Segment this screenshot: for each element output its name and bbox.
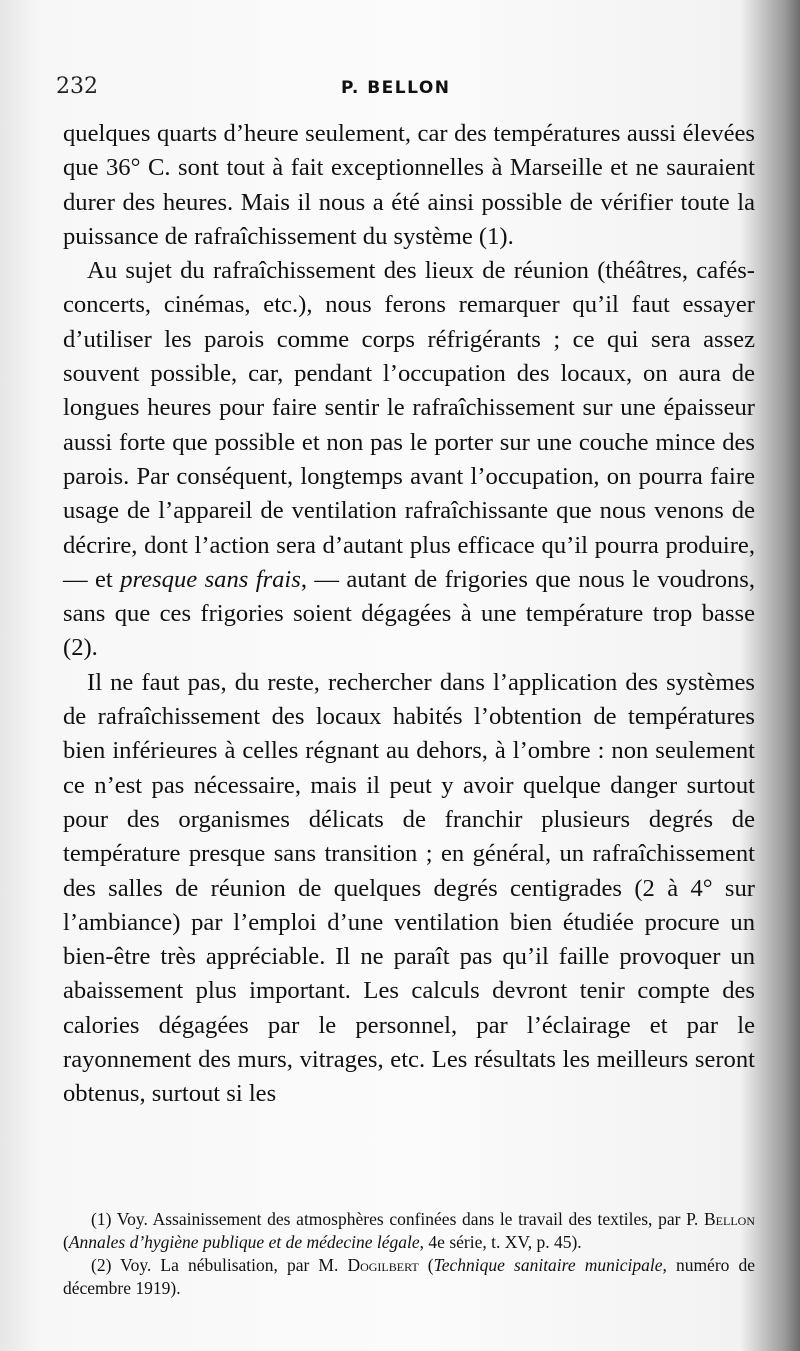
- paragraph-2-emphasis: presque sans frais: [120, 565, 301, 593]
- paragraph-1: quelques quarts d’heure seulement, car des températures aussi élevées que 36° C. sont tout à fait exceptionnelles à Marseille et ne sauraient durer des heures. Mais il nous a été ainsi possible de vérifier toute la puissance de rafraîchissement du système (1).: [63, 120, 755, 250]
- footnote-1-author: Bellon: [704, 1209, 755, 1229]
- footnotes: [63, 1208, 755, 1300]
- page-number: 232: [56, 74, 98, 99]
- footnote-2-text-b: (: [418, 1255, 434, 1275]
- paragraph-2-text-b: , — autant de frigories que nous le voudrons, sans que ces frigories soient dégagées à une température trop basse (2).: [63, 565, 756, 662]
- footnote-2: [63, 1254, 755, 1300]
- paragraph-2-text-a: Au sujet du rafraîchissement des lieux de réunion (théâtres, cafés-concerts, cinémas, etc.), nous ferons remarquer qu’il faut essayer d’utiliser les parois comme corps réfrigérants ; ce qui sera assez souvent possible, car, pendant l’occupation des locaux, on aura de longues heures pour faire sentir le rafraîchissement sur une épaisseur aussi forte que possible et non pas le porter sur une couche mince des parois. Par conséquent, longtemps avant l’occupation, on pourra faire usage de l’appareil de ventilation rafraîchissante que nous venons de décrire, dont l’action sera d’autant plus efficace qu’il pourra produire, — et: [63, 257, 755, 593]
- footnote-2-text-c: , numéro de décembre 1919).: [63, 1255, 756, 1298]
- running-head: P. BELLON: [341, 78, 451, 98]
- footnote-1-journal: Annales d’hygiène publique et de médecine légale: [68, 1232, 420, 1252]
- paragraph-3: Il ne faut pas, du reste, rechercher dans l’application des systèmes de rafraîchissement des locaux habités l’obtention de températures bien inférieures à celles régnant au dehors, à l’ombre : non seulement ce n’est pas nécessaire, mais il peut y avoir quelque danger surtout pour des organismes délicats de franchir plusieurs degrés de température presque sans transition ; en général, un rafraîchissement des salles de réunion de quelques degrés centigrades (2 à 4° sur l’ambiance) par l’emploi d’une ventilation bien étudiée procure un bien-être très appréciable. Il ne paraît pas qu’il faille provoquer un abaissement plus important. Les calculs devront tenir compte des calories dégagées par le personnel, par l’éclairage et par le rayonnement des murs, vitrages, etc. Les résultats les meilleurs seront obtenus, surtout si les: [63, 668, 755, 1108]
- footnote-2-text-a: (2) Voy. La nébulisation, par M.: [91, 1255, 348, 1275]
- footnote-2-journal: Technique sanitaire municipale: [433, 1255, 663, 1275]
- footnote-1-text-a: (1) Voy. Assainissement des atmosphères confinées dans le travail des textiles, par P.: [91, 1209, 704, 1229]
- page-header: [56, 72, 746, 102]
- footnote-1-text-b: (: [63, 1232, 69, 1252]
- footnote-1-text-c: , 4e série, t. XV, p. 45).: [419, 1232, 582, 1252]
- body-text: [63, 117, 755, 1112]
- footnote-2-author: Dogilbert: [347, 1255, 419, 1275]
- footnote-1: [63, 1208, 755, 1254]
- paragraph-2: [63, 254, 755, 666]
